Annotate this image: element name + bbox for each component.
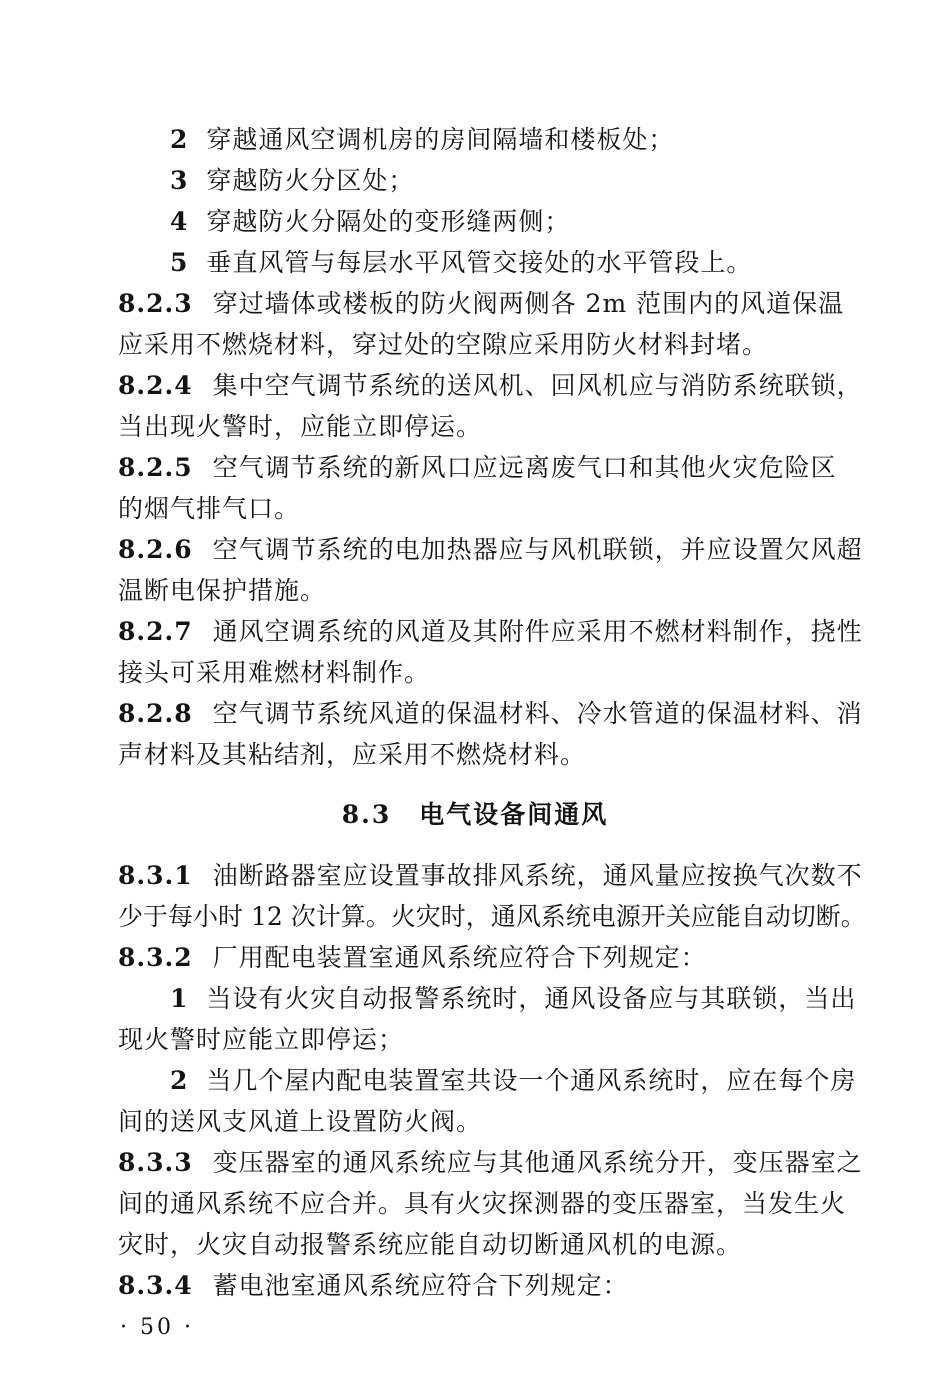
clause-number: 8.2.5 [118,453,193,482]
item-number: 2 [170,125,189,154]
clause-number: 8.3.3 [118,1148,193,1177]
clause-text: 蓄电池室通风系统应符合下列规定： [212,1271,629,1300]
item-number: 3 [170,166,189,195]
clause-text: 空气调节系统的新风口应远离废气口和其他火灾危险区 [212,453,837,482]
clause-8-2-6 [118,532,878,568]
list-item [170,981,930,1017]
clause-number: 8.2.7 [118,617,193,646]
clause-line: 声材料及其粘结剂，应采用不燃烧材料。 [118,740,587,769]
clause-number: 8.2.3 [118,289,193,318]
clause-line: 当出现火警时，应能立即停运。 [118,412,483,441]
item-number: 1 [170,984,189,1013]
section-title: 电气设备间通风 [419,800,609,829]
item-number: 2 [170,1066,189,1095]
list-item [170,204,930,240]
clause-line: 的烟气排气口。 [118,494,301,523]
clause-8-2-7 [118,614,878,650]
clause-8-2-4 [118,368,878,404]
clause-number: 8.2.6 [118,535,193,564]
list-item [170,1063,930,1099]
item-number: 5 [170,248,189,277]
clause-number: 8.3.2 [118,943,193,972]
clause-line: 应采用不燃烧材料，穿过处的空隙应采用防火材料封堵。 [118,330,769,359]
clause-8-2-3 [118,286,878,322]
clause-text: 穿过墙体或楼板的防火阀两侧各 2m 范围内的风道保温 [212,289,845,318]
clause-8-2-8 [118,696,878,732]
item-text: 垂直风管与每层水平风管交接处的水平管段上。 [206,248,753,277]
clause-line: 少于每小时 12 次计算。火灾时，通风系统电源开关应能自动切断。 [118,902,866,931]
clause-line: 现火警时应能立即停运； [118,1025,405,1054]
clause-line: 灾时，火灾自动报警系统应能自动切断通风机的电源。 [118,1230,743,1259]
clause-number: 8.3.4 [118,1271,193,1300]
clause-text: 油断路器室应设置事故排风系统，通风量应按换气次数不 [212,861,863,890]
clause-number: 8.2.8 [118,699,193,728]
item-text: 当设有火灾自动报警系统时，通风设备应与其联锁，当出 [206,984,857,1013]
clause-text: 变压器室的通风系统应与其他通风系统分开，变压器室之 [212,1148,863,1177]
clause-line: 接头可采用难燃材料制作。 [118,658,431,687]
clause-8-3-4 [118,1268,878,1304]
item-text: 当几个屋内配电装置室共设一个通风系统时，应在每个房 [206,1066,857,1095]
list-item [170,245,930,281]
clause-8-3-3 [118,1145,878,1181]
clause-line: 间的送风支风道上设置防火阀。 [118,1107,483,1136]
list-item [170,163,930,199]
clause-text: 通风空调系统的风道及其附件应采用不燃材料制作，挠性 [212,617,863,646]
clause-8-3-2 [118,940,878,976]
clause-text: 厂用配电装置室通风系统应符合下列规定： [212,943,707,972]
clause-text: 空气调节系统的电加热器应与风机联锁，并应设置欠风超 [212,535,863,564]
clause-number: 8.2.4 [118,371,193,400]
clause-line: 间的通风系统不应合并。具有火灾探测器的变压器室，当发生火 [118,1189,847,1218]
section-heading [0,797,950,833]
item-text: 穿越防火分区处； [206,166,415,195]
clause-number: 8.3.1 [118,861,193,890]
page-number: · 50 · [120,1315,194,1340]
section-number: 8.3 [341,800,392,829]
clause-text: 集中空气调节系统的送风机、回风机应与消防系统联锁， [212,371,863,400]
clause-line: 温断电保护措施。 [118,576,327,605]
clause-8-3-1 [118,858,878,894]
clause-8-2-5 [118,450,878,486]
item-text: 穿越通风空调机房的房间隔墙和楼板处； [206,125,675,154]
item-text: 穿越防火分隔处的变形缝两侧； [206,207,571,236]
list-item [170,122,930,158]
clause-text: 空气调节系统风道的保温材料、冷水管道的保温材料、消 [212,699,863,728]
item-number: 4 [170,207,189,236]
